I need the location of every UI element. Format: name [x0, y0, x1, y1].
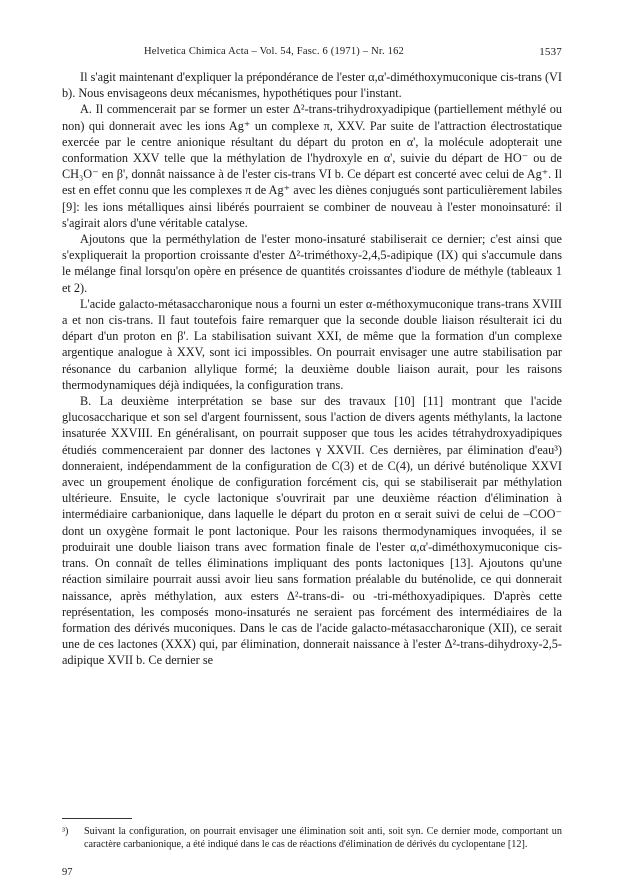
footnote-rule	[62, 818, 132, 819]
page-number: 1537	[539, 46, 562, 58]
body-text	[62, 69, 562, 669]
footnote-text: Suivant la configuration, on pourrait envisager une élimination soit anti, soit syn. Ce dernier mode, comportant un caractère carbanionique, a été indiqué dans le cas de réactions d'élimination de dérivés du cyclopentane [12].	[84, 826, 562, 851]
paragraph-1: Il s'agit maintenant d'expliquer la prépondérance de l'ester α,α'-diméthoxymuconique cis-trans (VI b). Nous envisageons deux mécanismes, hypothétiques pour l'instant.	[62, 70, 562, 101]
paragraph-3: Ajoutons que la perméthylation de l'ester mono-insaturé stabiliserait ce dernier; c'est ainsi que s'expliquerait la proportion croissante d'ester Δ²-triméthoxy-2,4,5-adipique (IX) qui s'accumule dans le mélange final lorsqu'on opère en présence de quantités croissantes d'iodure de méthyle (tableaux 1 et 2).	[62, 232, 562, 295]
paragraph-2: A. Il commencerait par se former un ester Δ²-trans-trihydroxyadipique (partiellement méthylé ou non) qui donnerait avec les ions Ag⁺ un complexe π, XXV. Par suite de l'attraction électrostatique exercée par le centre anionique résultant du départ du proton en α', la molécule adopterait une conformation XXV telle que la méthylation de l'hydroxyle en α', suivie du départ de HO⁻ ou de CH₃O⁻ en β', donnât naissance à de l'ester cis-trans VI b. Ce départ est concerté avec celui de Ag⁺. Il est en effet connu que les complexes π de Ag⁺ avec les diènes conjugués sont particulièrement labiles [9]: les ions métalliques ainsi libérés pourraient se combiner de nouveau à l'ester monoinsaturé: il s'agirait alors d'une véritable catalyse.	[62, 102, 562, 230]
paragraph-5: B. La deuxième interprétation se base sur des travaux [10] [11] montrant que l'acide glucosaccharique et son sel d'argent fournissent, sous l'action de divers agents méthylants, la lactone insaturée XXVIII. En généralisant, on pourrait supposer que tous les acides tétrahydroxyadipiques étudiés commenceraient par donner des lactones γ XXVII. Ces dernières, par élimination d'eau³) donneraient, indépendamment de la configuration de C(3) et de C(4), un dérivé buténolique XXVI avec un groupement énolique de configuration forcément cis, qui se stabiliserait par méthylation ultérieure. Ensuite, le cycle lactonique s'ouvrirait par une deuxième réaction d'élimination à intermédiaire carbanionique, dans laquelle le départ du proton en α serait suivi de celui de –COO⁻ dont un oxygène formait le pont lactonique. Pour les raisons thermodynamiques invoquées, il se produirait une double liaison trans avec formation finale de l'ester α,α'-diméthoxymuconique cis-trans. On connaît de telles éliminations impliquant des ponts lactoniques [13]. Ajoutons qu'une réaction similaire pourrait aussi avoir lieu sans formation préalable du buténolide, ce qui donnerait naissance, après méthylation, aux esters Δ²-trans-di- ou -tri-méthoxyadipiques. D'après cette représentation, les composés mono-insaturés ne seraient pas forcément des intermédiaires de la formation des dérivés muconiques. Dans le cas de l'acide galacto-métasaccharonique (XII), ce serait une de ces lactones (XXX) qui, par élimination, donnerait naissance à l'ester Δ²-trans-dihydroxy-2,5-adipique XVII b. Ce dernier se	[62, 394, 562, 668]
footnote-marker: ³)	[62, 826, 69, 837]
folio: 97	[62, 867, 73, 878]
footnote	[62, 825, 562, 851]
paragraph-4: L'acide galacto-métasaccharonique nous a fourni un ester α-méthoxymuconique trans-trans XVIII a et non cis-trans. Il faut toutefois faire remarquer que la seconde double liaison résulterait ici du départ d'un proton en β'. La stabilisation suivant XXI, de même que la formation d'un complexe argentique analogue à XXV, sont ici impossibles. On pourrait envisager une autre stabilisation par résonance du carbanion allylique formé; la deuxième double liaison aurait, pour les raisons thermodynamiques déjà indiquées, la configuration trans.	[62, 296, 562, 392]
running-header	[92, 46, 562, 62]
running-title: Helvetica Chimica Acta – Vol. 54, Fasc. 6 (1971) – Nr. 162	[144, 46, 404, 57]
